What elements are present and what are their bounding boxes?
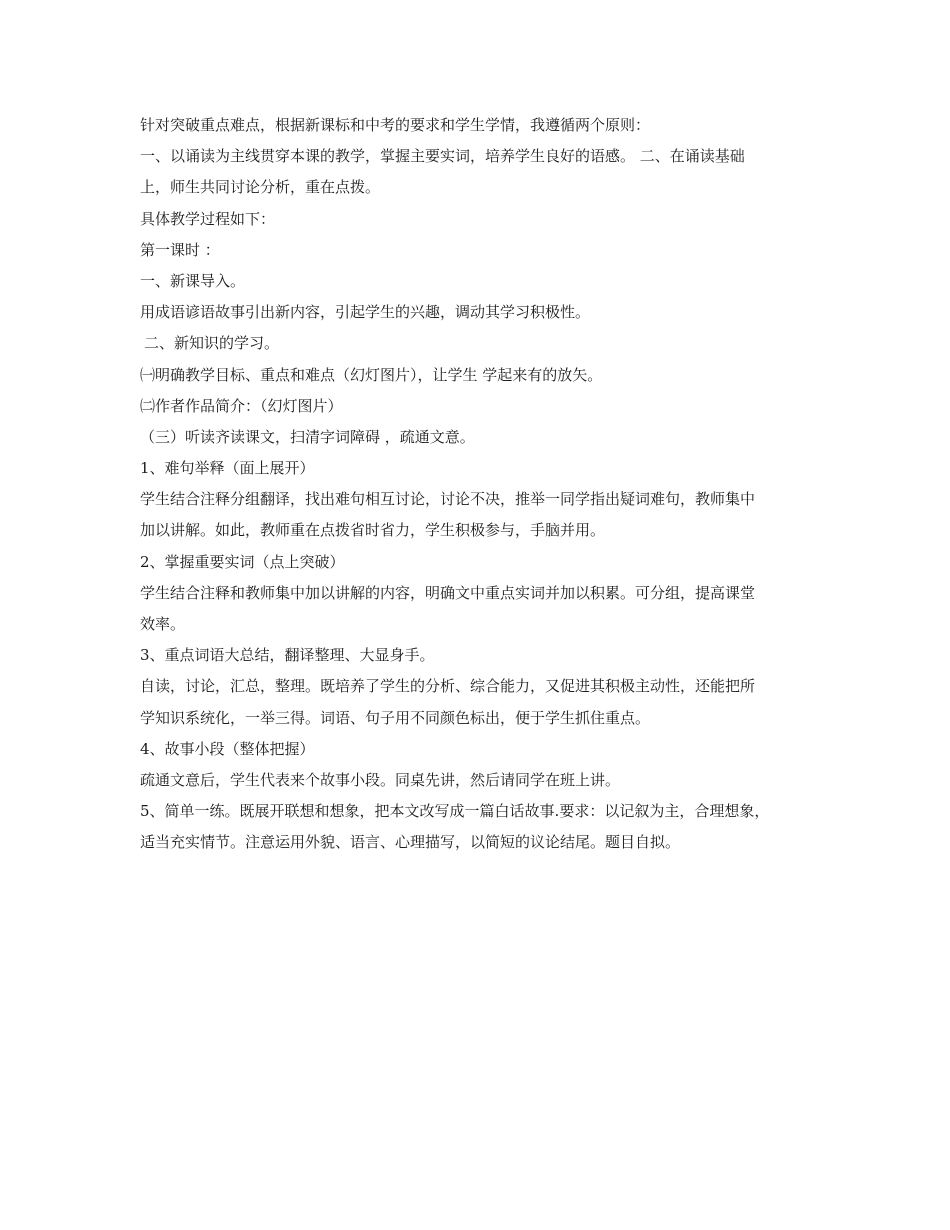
text-line: 学生结合注释和教师集中加以讲解的内容，明确文中重点实词并加以积累。可分组，提高课堂 — [140, 583, 756, 602]
text-line: 学知识系统化，一举三得。词语、句子用不同颜色标出，便于学生抓住重点。 — [140, 708, 651, 727]
text-line: 加以讲解。如此，教师重在点拨省时省力，学生积极参与，手脑并用。 — [140, 521, 606, 540]
subsection-heading: 4、故事小段（整体把握） — [140, 739, 315, 758]
text-line: 一、以诵读为主线贯穿本课的教学，掌握主要实词，培养学生良好的语感。 二、在诵读基础 — [140, 147, 745, 166]
text-line: 上，师生共同讨论分析，重在点拨。 — [140, 178, 381, 197]
section-heading: 二、新知识的学习。 — [144, 334, 280, 353]
subsection-heading: 1、难句举释（面上展开） — [140, 459, 315, 478]
text-line: 用成语谚语故事引出新内容，引起学生的兴趣，调动其学习积极性。 — [140, 303, 591, 322]
text-line: 针对突破重点难点，根据新课标和中考的要求和学生学情，我遵循两个原则： — [140, 116, 651, 134]
text-line: 自读，讨论，汇总，整理。既培养了学生的分析、综合能力，又促进其积极主动性，还能把所 — [140, 677, 756, 696]
subsection-heading: 3、重点词语大总结，翻译整理、大显身手。 — [140, 646, 435, 665]
text-line: ㈠明确教学目标、重点和难点（幻灯图片），让学生 学起来有的放矢。 — [140, 365, 603, 384]
text-line: 学生结合注释分组翻译，找出难句相互讨论，讨论不决，推举一同学指出疑词难句，教师集中 — [140, 490, 756, 509]
document-body — [140, 110, 820, 859]
text-line: 适当充实情节。注意运用外貌、语言、心理描写，以简短的议论结尾。题目自拟。 — [140, 833, 681, 852]
section-heading: 一、新课导入。 — [140, 271, 246, 290]
text-line: 5、简单一练。既展开联想和想象，把本文改写成一篇白话故事.要求：以记叙为主，合理想象， — [140, 802, 770, 821]
text-line: 效率。 — [140, 615, 186, 633]
subsection-heading: 2、掌握重要实词（点上突破） — [140, 552, 345, 571]
text-line: ㈡作者作品简介：（幻灯图片） — [140, 396, 343, 415]
text-line: 疏通文意后，学生代表来个故事小段。同桌先讲，然后请同学在班上讲。 — [140, 770, 621, 789]
text-line: 具体教学过程如下： — [140, 209, 276, 228]
section-heading: 第一课时 ： — [140, 240, 220, 259]
text-line: （三）听读齐读课文，扫清字词障碍 ，疏通文意。 — [140, 427, 475, 446]
